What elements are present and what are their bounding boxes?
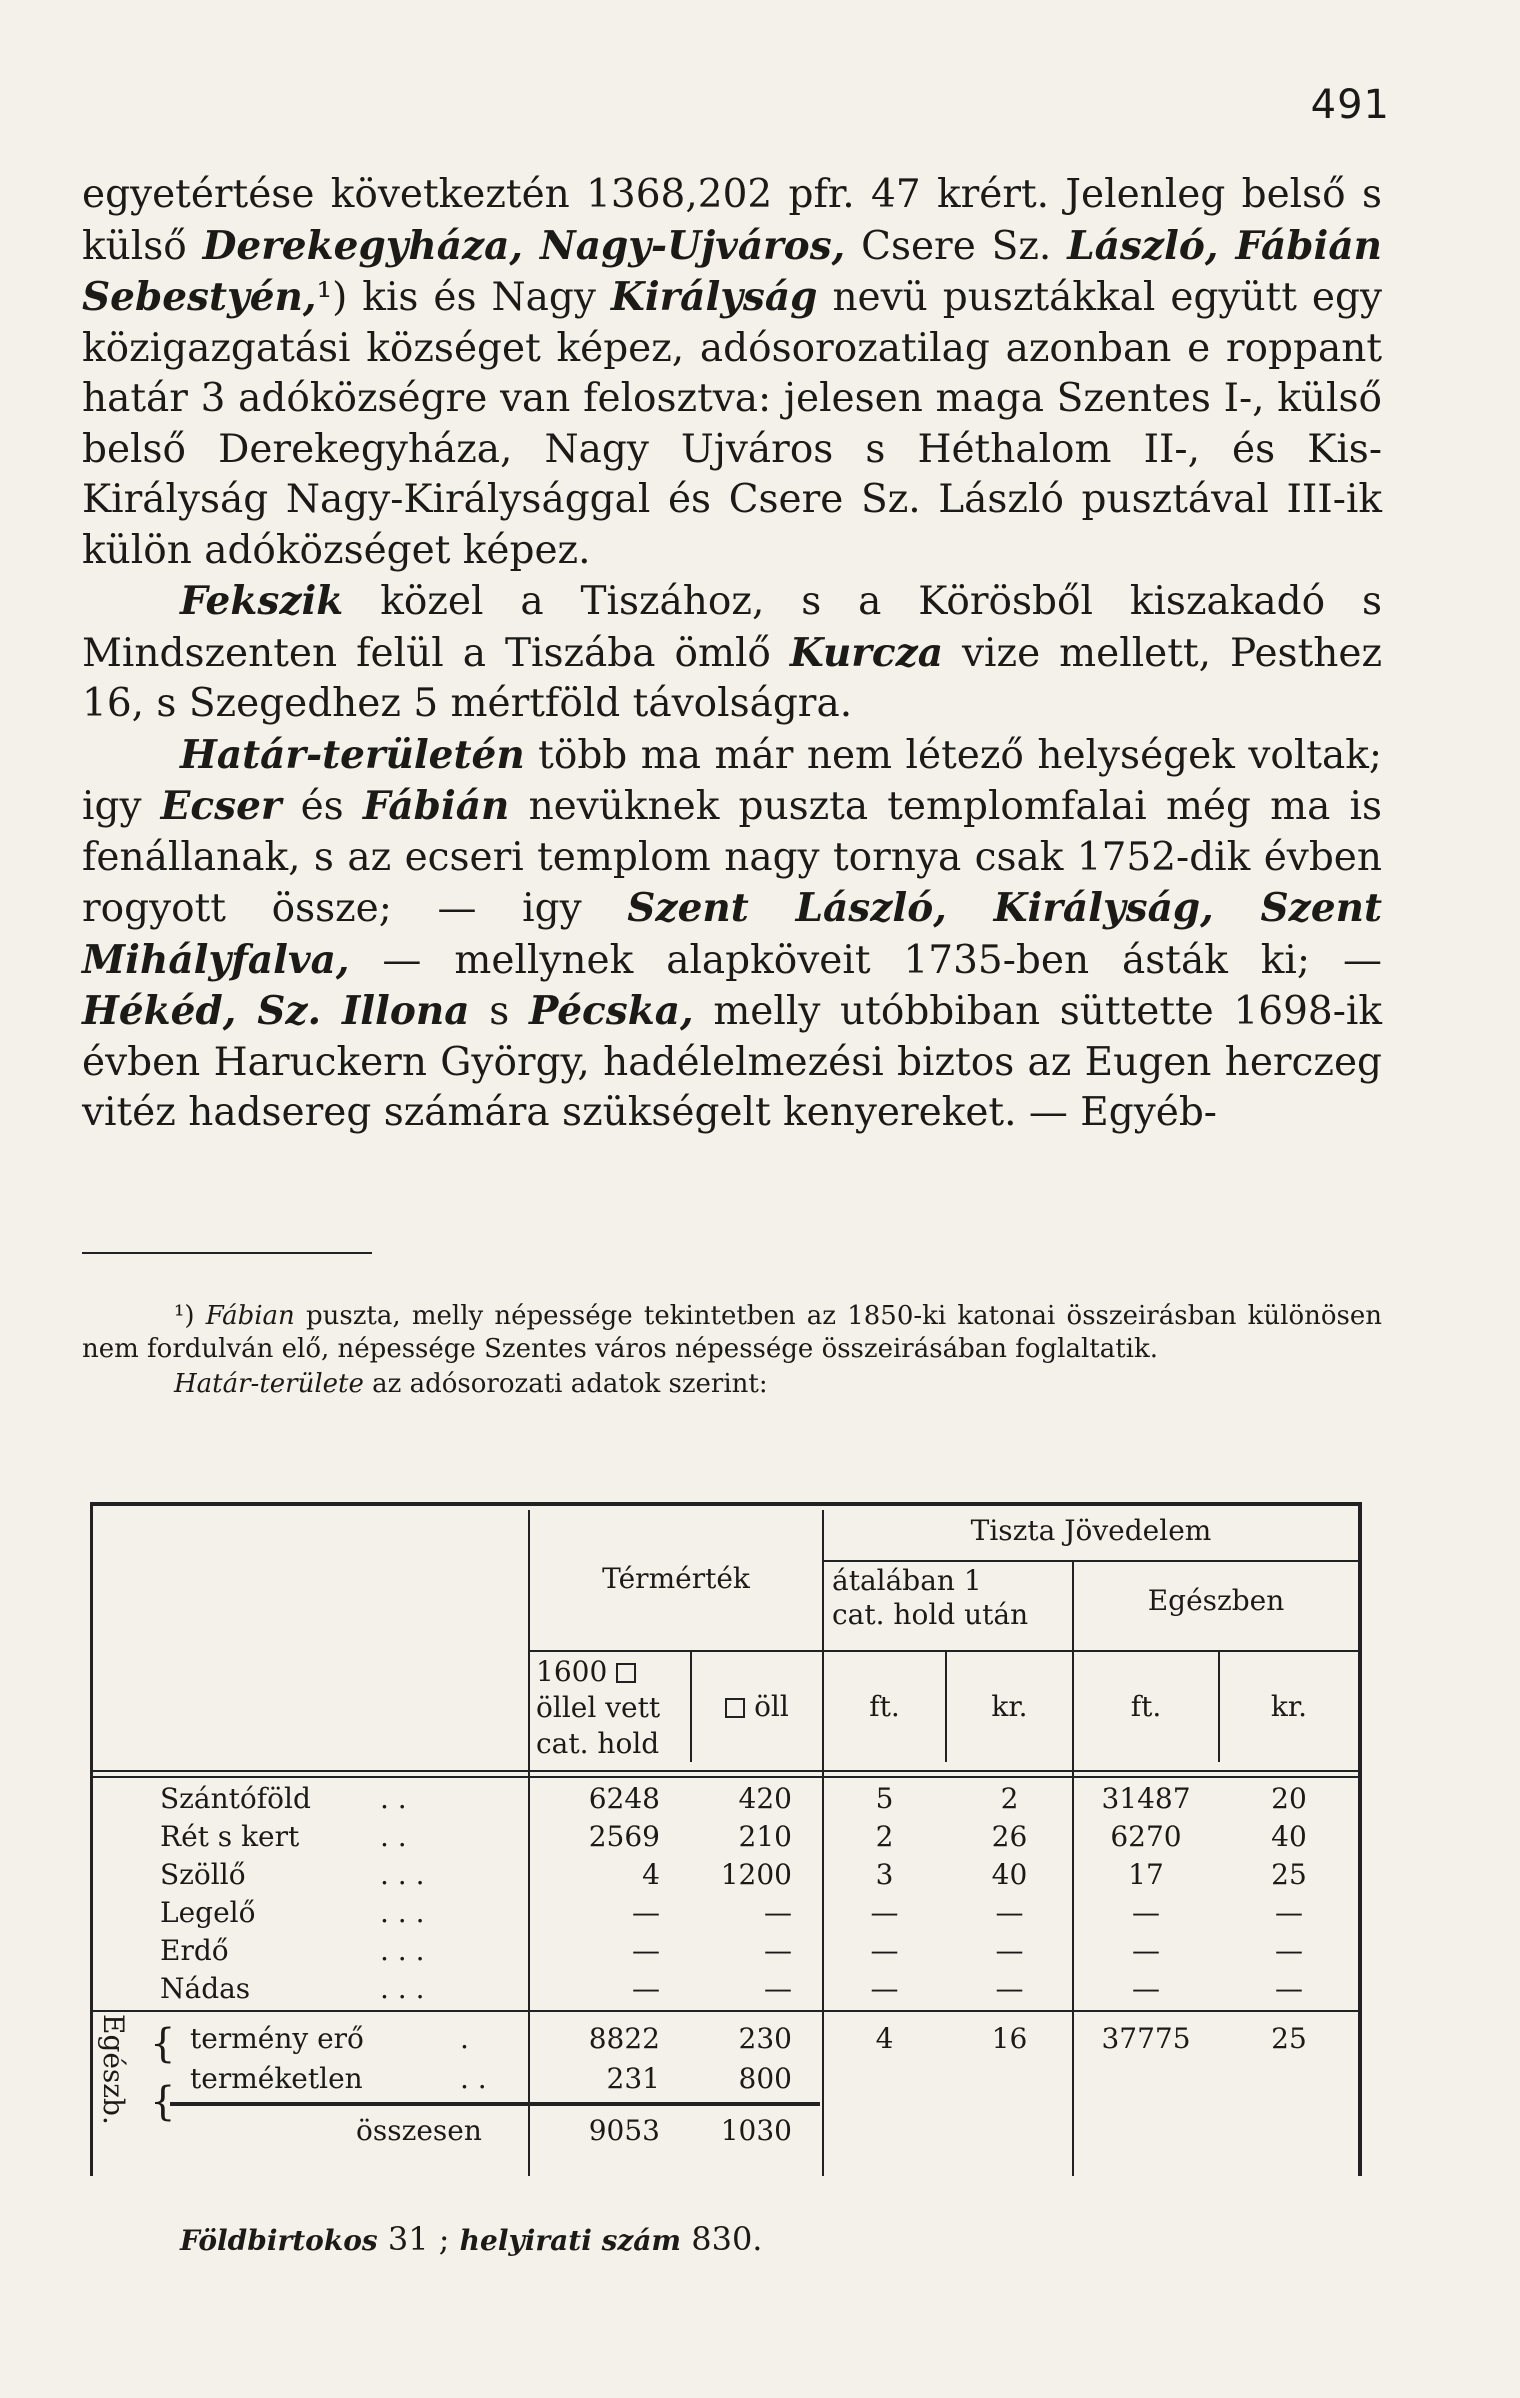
row-dots: . . [380,1782,407,1815]
text-run: ¹) kis és Nagy [316,275,611,320]
row-dots: . . . [380,1972,425,2005]
row-label: Nádas [160,1972,251,2005]
paragraph [82,730,1382,1139]
footnote-second-italic: Határ-területe [174,1369,364,1399]
text-run: egyetértése következtén 1368,202 pfr. 47 krért. Jelenleg belső s külső [82,172,1382,269]
table-cell: 20 [1271,1782,1307,1815]
table-top-rule [90,1502,1362,1506]
table-cell: 31487 [1101,1782,1191,1815]
row-label: Erdő [160,1934,229,1967]
text-run: több ma már nem létező helységek voltak; igy [82,732,1382,829]
table-cell: — [632,1972,660,2005]
header-atlag-2: cat. hold után [832,1598,1029,1631]
text-run: nevüknek puszta templomfalai még ma is fenállanak, s az ecseri templom nagy tornya csak 1752-dik évben rogyott össze; — igy [82,784,1383,931]
table-cell: — [1275,1934,1303,1967]
header-rule-1 [824,1560,1358,1562]
brace-bottom: { [150,2079,176,2125]
table-cell: — [870,1934,899,1967]
footnote-line-2 [82,1368,1382,1401]
table-cell: — [995,1972,1024,2005]
table-cell: 6248 [588,1782,660,1815]
table-cell: 4 [642,1858,660,1891]
paragraph [82,170,1382,576]
table-cell: 210 [738,1820,792,1853]
total-b: 1030 [720,2114,792,2147]
square-symbol [725,1698,745,1718]
bottom-note-value-2: 830. [681,2220,763,2258]
footnote-text: puszta, melly népessége tekintetben az 1850-ki katonai összeirásban különösen nem fordulván elő, népessége Szentes város népessége összeirásában foglaltatik. [82,1301,1383,1364]
header-termertek: Térmérték [602,1562,750,1595]
sum-d: 16 [991,2022,1028,2055]
header-rule-3a [90,1770,1362,1772]
total-rule [170,2102,820,2106]
italic-term: Királyság [610,274,818,320]
header-tiszta: Tiszta Jövedelem [970,1514,1212,1547]
text-run: vize mellett, Pesthez 16, s Szegedhez 5 mértföld távolságra. [82,630,1382,726]
sum-rule [90,2010,1362,2012]
header-ft-1: ft. [869,1690,900,1723]
page-number: 491 [1310,82,1390,128]
footnote-line-1 [82,1300,1382,1366]
paragraph [82,576,1382,730]
text-run: Csere Sz. [845,223,1068,269]
table-cell: — [764,1896,792,1929]
header-ol: öll [692,1690,822,1723]
italic-term: Pécska, [528,988,694,1034]
text-run: nevü pusztákkal együtt egy közigazgatási községet képez, adósorozatilag azonban e roppant határ 3 adóközségre van felosztva: jelesen maga Szentes I-, külső belső Derekegyháza, Nagy Ujváros s Héthalom II-, és Kis-Királyság Nagy-Királysággal és Csere Sz. László pusztával III-ik külön adóközséget képez. [82,275,1382,573]
table-cell: — [995,1896,1024,1929]
footnote-marker: ¹) [174,1301,195,1331]
header-rule-3b [90,1776,1362,1778]
footnote [82,1300,1382,1401]
table-cell: — [870,1896,899,1929]
table-cell: 2 [875,1820,894,1853]
text-run: s [469,989,529,1034]
table-cell: — [632,1896,660,1929]
table-left-rule [90,1506,93,2176]
table-cell: 17 [1128,1858,1164,1891]
italic-term: Határ-területén [180,731,525,778]
header-1600: 1600 [536,1654,636,1690]
italic-term: László, Fábián Sebestyén, [82,222,1382,320]
table-cell: 420 [738,1782,792,1815]
italic-term: Ecser [160,783,282,829]
sum-cell: 231 [606,2062,660,2095]
row-label: Szántóföld [160,1782,311,1815]
header-rule-2 [530,1650,1358,1652]
square-symbol [616,1663,636,1683]
total-label: összesen [356,2114,482,2147]
brace-top: { [150,2021,176,2067]
table-cell: — [764,1972,792,2005]
italic-term: Kurcza [789,629,944,676]
sum-cell: 800 [738,2062,792,2095]
row-label: Szöllő [160,1858,246,1891]
table-right-rule [1358,1506,1362,2176]
sum-row-dots: . . [460,2062,487,2095]
table-cell: — [995,1934,1024,1967]
table-cell: 3 [875,1858,894,1891]
text-run: közel a Tiszához, s a Körösből kiszakadó s Mindszenten felül a Tiszába ömlő [82,579,1382,676]
footnote-italic-lead: Fábian [205,1301,295,1331]
total-a: 9053 [588,2114,660,2147]
table-cell: — [632,1934,660,1967]
table-cell: 5 [875,1782,894,1815]
row-dots: . . . [380,1896,425,1929]
table-cell: 2 [1000,1782,1019,1815]
table-cell: — [870,1972,899,2005]
header-atlag-1: átalában 1 [832,1564,982,1597]
sum-cell: 230 [738,2022,792,2055]
header-ollel: öllel vett [536,1691,661,1724]
table-cell: 1200 [720,1858,792,1891]
footnote-divider [82,1252,372,1254]
table-cell: — [764,1934,792,1967]
text-run: és [281,784,363,829]
sum-f: 25 [1271,2022,1307,2055]
table-cell: — [1275,1972,1303,2005]
italic-term: Derekegyháza, Nagy-Ujváros, [202,222,846,269]
table-cell: — [1275,1896,1303,1929]
table-cell: 40 [991,1858,1028,1891]
table-cell: — [1132,1896,1160,1929]
bottom-note-label-2: helyirati szám [459,2224,682,2257]
header-kr-1: kr. [991,1690,1028,1723]
sum-row-label: termény erő [190,2022,364,2055]
bottom-note [180,2220,762,2258]
header-kr-2: kr. [1270,1690,1308,1723]
footnote-second-text: az adósorozati adatok szerint: [363,1369,768,1399]
table-cell: 40 [1271,1820,1307,1853]
row-label: Legelő [160,1896,256,1929]
text-run: — mellynek alapköveit 1735-ben ásták ki; — [349,937,1382,983]
row-label: Rét s kert [160,1820,300,1853]
row-dots: . . [380,1820,407,1853]
italic-term: Szent László, Királyság, Szent Mihályfalva, [82,885,1382,983]
sum-cell: 8822 [588,2022,660,2055]
header-ft-2: ft. [1130,1690,1162,1723]
bottom-note-label-1: Földbirtokos [180,2224,378,2257]
italic-term: Hékéd, Sz. Illona [82,988,470,1034]
table-cell: 25 [1271,1858,1307,1891]
sum-e: 37775 [1101,2022,1191,2055]
text-run: melly utóbbiban süttette 1698-ik évben Haruckern György, hadélelmezési biztos az Eugen herczeg vitéz hadsereg számára szükségelt kenyereket. — Egyéb- [82,989,1382,1135]
header-egesz: Egészben [1147,1584,1285,1617]
table-cell: 2569 [588,1820,660,1853]
italic-term: Fekszik [180,578,344,624]
table-cell: — [1132,1934,1160,1967]
main-text [82,170,1382,1139]
table-cell: — [1132,1972,1160,2005]
row-dots: . . . [380,1934,425,1967]
land-table [90,1502,1362,2180]
row-dots: . . . [380,1858,425,1891]
italic-term: Fábián [362,783,510,829]
header-cathold: cat. hold [536,1727,660,1760]
table-cell: 6270 [1110,1820,1182,1853]
bottom-note-value-1: 31 ; [377,2220,460,2258]
sum-c: 4 [875,2022,894,2055]
sum-row-label: terméketlen [190,2062,363,2095]
table-cell: 26 [991,1820,1028,1853]
side-label: Egészb. [97,2014,130,2125]
sum-row-dots: . [460,2022,469,2055]
